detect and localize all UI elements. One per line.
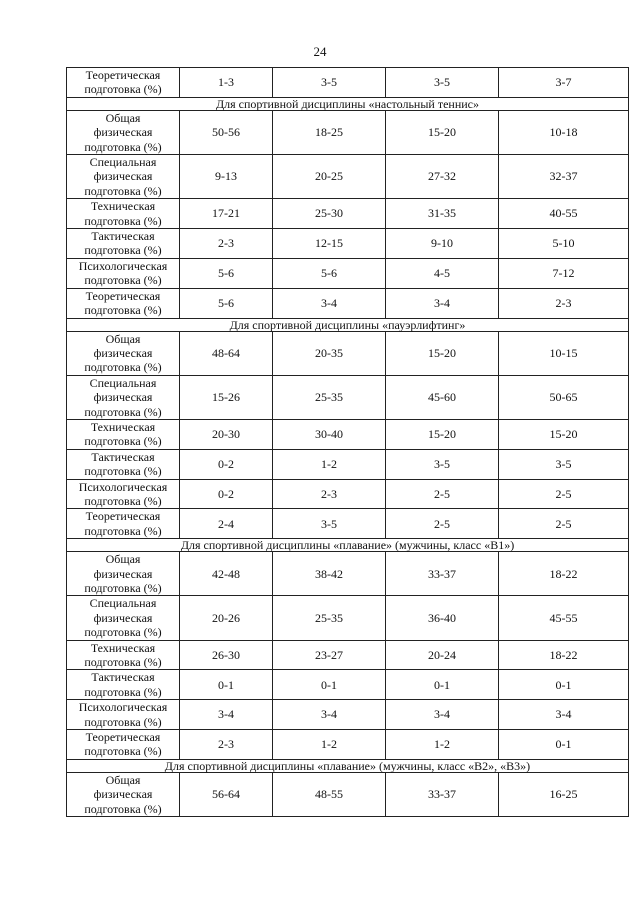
section-title: Для спортивной дисциплины «плавание» (мужчины, класс «В2», «В3») bbox=[67, 759, 629, 772]
row-label: Специальная физическая подготовка (%) bbox=[67, 375, 180, 419]
section-title: Для спортивной дисциплины «пауэрлифтинг» bbox=[67, 318, 629, 331]
value-cell: 2-4 bbox=[180, 509, 273, 539]
value-cell: 15-20 bbox=[386, 331, 499, 375]
value-cell: 5-6 bbox=[180, 258, 273, 288]
value-cell: 2-5 bbox=[386, 479, 499, 509]
value-cell: 3-5 bbox=[273, 509, 386, 539]
row-label: Специальная физическая подготовка (%) bbox=[67, 596, 180, 640]
value-cell: 38-42 bbox=[273, 552, 386, 596]
value-cell: 40-55 bbox=[499, 199, 629, 229]
row-label: Техническая подготовка (%) bbox=[67, 199, 180, 229]
value-cell: 3-5 bbox=[273, 68, 386, 98]
value-cell: 10-18 bbox=[499, 110, 629, 154]
value-cell: 30-40 bbox=[273, 419, 386, 449]
value-cell: 1-2 bbox=[386, 730, 499, 760]
value-cell: 31-35 bbox=[386, 199, 499, 229]
value-cell: 3-4 bbox=[499, 700, 629, 730]
training-ratio-table bbox=[66, 67, 629, 817]
row-label: Общая физическая подготовка (%) bbox=[67, 110, 180, 154]
value-cell: 10-15 bbox=[499, 331, 629, 375]
value-cell: 3-4 bbox=[273, 700, 386, 730]
row-label: Теоретическая подготовка (%) bbox=[67, 730, 180, 760]
section-header-row bbox=[67, 97, 629, 110]
value-cell: 25-35 bbox=[273, 375, 386, 419]
row-label: Тактическая подготовка (%) bbox=[67, 449, 180, 479]
value-cell: 3-5 bbox=[386, 449, 499, 479]
value-cell: 18-22 bbox=[499, 552, 629, 596]
value-cell: 1-2 bbox=[273, 730, 386, 760]
value-cell: 2-5 bbox=[386, 509, 499, 539]
value-cell: 42-48 bbox=[180, 552, 273, 596]
value-cell: 20-30 bbox=[180, 419, 273, 449]
table-row bbox=[67, 596, 629, 640]
value-cell: 45-55 bbox=[499, 596, 629, 640]
value-cell: 32-37 bbox=[499, 155, 629, 199]
value-cell: 15-26 bbox=[180, 375, 273, 419]
table-row bbox=[67, 155, 629, 199]
value-cell: 2-3 bbox=[499, 288, 629, 318]
table-body bbox=[67, 68, 629, 817]
table-row bbox=[67, 640, 629, 670]
value-cell: 23-27 bbox=[273, 640, 386, 670]
value-cell: 2-3 bbox=[180, 730, 273, 760]
value-cell: 5-10 bbox=[499, 229, 629, 259]
value-cell: 3-4 bbox=[386, 288, 499, 318]
value-cell: 15-20 bbox=[386, 110, 499, 154]
row-label: Психологическая подготовка (%) bbox=[67, 258, 180, 288]
value-cell: 2-3 bbox=[273, 479, 386, 509]
value-cell: 26-30 bbox=[180, 640, 273, 670]
table-row bbox=[67, 288, 629, 318]
table-row bbox=[67, 110, 629, 154]
section-title: Для спортивной дисциплины «настольный теннис» bbox=[67, 97, 629, 110]
row-label: Техническая подготовка (%) bbox=[67, 419, 180, 449]
value-cell: 18-25 bbox=[273, 110, 386, 154]
value-cell: 0-1 bbox=[273, 670, 386, 700]
table-row bbox=[67, 700, 629, 730]
value-cell: 2-5 bbox=[499, 509, 629, 539]
value-cell: 45-60 bbox=[386, 375, 499, 419]
table-row bbox=[67, 199, 629, 229]
value-cell: 3-5 bbox=[386, 68, 499, 98]
value-cell: 3-5 bbox=[499, 449, 629, 479]
value-cell: 3-4 bbox=[273, 288, 386, 318]
value-cell: 36-40 bbox=[386, 596, 499, 640]
value-cell: 0-2 bbox=[180, 449, 273, 479]
value-cell: 2-5 bbox=[499, 479, 629, 509]
row-label: Теоретическая подготовка (%) bbox=[67, 509, 180, 539]
row-label: Техническая подготовка (%) bbox=[67, 640, 180, 670]
value-cell: 3-4 bbox=[180, 700, 273, 730]
value-cell: 3-4 bbox=[386, 700, 499, 730]
value-cell: 25-30 bbox=[273, 199, 386, 229]
section-title: Для спортивной дисциплины «плавание» (мужчины, класс «В1») bbox=[67, 539, 629, 552]
value-cell: 33-37 bbox=[386, 552, 499, 596]
value-cell: 2-3 bbox=[180, 229, 273, 259]
value-cell: 0-1 bbox=[180, 670, 273, 700]
table-row bbox=[67, 229, 629, 259]
value-cell: 9-10 bbox=[386, 229, 499, 259]
table-row bbox=[67, 68, 629, 98]
value-cell: 20-35 bbox=[273, 331, 386, 375]
table-row bbox=[67, 479, 629, 509]
value-cell: 17-21 bbox=[180, 199, 273, 229]
value-cell: 27-32 bbox=[386, 155, 499, 199]
value-cell: 0-1 bbox=[386, 670, 499, 700]
row-label: Тактическая подготовка (%) bbox=[67, 670, 180, 700]
table-row bbox=[67, 730, 629, 760]
value-cell: 7-12 bbox=[499, 258, 629, 288]
table-row bbox=[67, 552, 629, 596]
row-label: Психологическая подготовка (%) bbox=[67, 700, 180, 730]
row-label: Теоретическая подготовка (%) bbox=[67, 288, 180, 318]
row-label: Общая физическая подготовка (%) bbox=[67, 331, 180, 375]
section-header-row bbox=[67, 759, 629, 772]
table-row bbox=[67, 772, 629, 816]
value-cell: 20-24 bbox=[386, 640, 499, 670]
value-cell: 25-35 bbox=[273, 596, 386, 640]
value-cell: 56-64 bbox=[180, 772, 273, 816]
table-row bbox=[67, 258, 629, 288]
value-cell: 0-2 bbox=[180, 479, 273, 509]
value-cell: 16-25 bbox=[499, 772, 629, 816]
value-cell: 5-6 bbox=[273, 258, 386, 288]
table-row bbox=[67, 419, 629, 449]
value-cell: 1-2 bbox=[273, 449, 386, 479]
value-cell: 0-1 bbox=[499, 730, 629, 760]
row-label: Тактическая подготовка (%) bbox=[67, 229, 180, 259]
row-label: Общая физическая подготовка (%) bbox=[67, 772, 180, 816]
table-row bbox=[67, 449, 629, 479]
row-label: Специальная физическая подготовка (%) bbox=[67, 155, 180, 199]
value-cell: 20-25 bbox=[273, 155, 386, 199]
table-row bbox=[67, 509, 629, 539]
value-cell: 20-26 bbox=[180, 596, 273, 640]
value-cell: 4-5 bbox=[386, 258, 499, 288]
value-cell: 33-37 bbox=[386, 772, 499, 816]
value-cell: 50-65 bbox=[499, 375, 629, 419]
row-label: Общая физическая подготовка (%) bbox=[67, 552, 180, 596]
table-row bbox=[67, 331, 629, 375]
row-label: Теоретическая подготовка (%) bbox=[67, 68, 180, 98]
value-cell: 50-56 bbox=[180, 110, 273, 154]
value-cell: 12-15 bbox=[273, 229, 386, 259]
page-number: 24 bbox=[313, 44, 327, 59]
value-cell: 3-7 bbox=[499, 68, 629, 98]
value-cell: 9-13 bbox=[180, 155, 273, 199]
row-label: Психологическая подготовка (%) bbox=[67, 479, 180, 509]
table-row bbox=[67, 670, 629, 700]
value-cell: 48-55 bbox=[273, 772, 386, 816]
value-cell: 1-3 bbox=[180, 68, 273, 98]
table-row bbox=[67, 375, 629, 419]
value-cell: 0-1 bbox=[499, 670, 629, 700]
section-header-row bbox=[67, 318, 629, 331]
section-header-row bbox=[67, 539, 629, 552]
value-cell: 48-64 bbox=[180, 331, 273, 375]
value-cell: 15-20 bbox=[499, 419, 629, 449]
value-cell: 15-20 bbox=[386, 419, 499, 449]
value-cell: 18-22 bbox=[499, 640, 629, 670]
value-cell: 5-6 bbox=[180, 288, 273, 318]
